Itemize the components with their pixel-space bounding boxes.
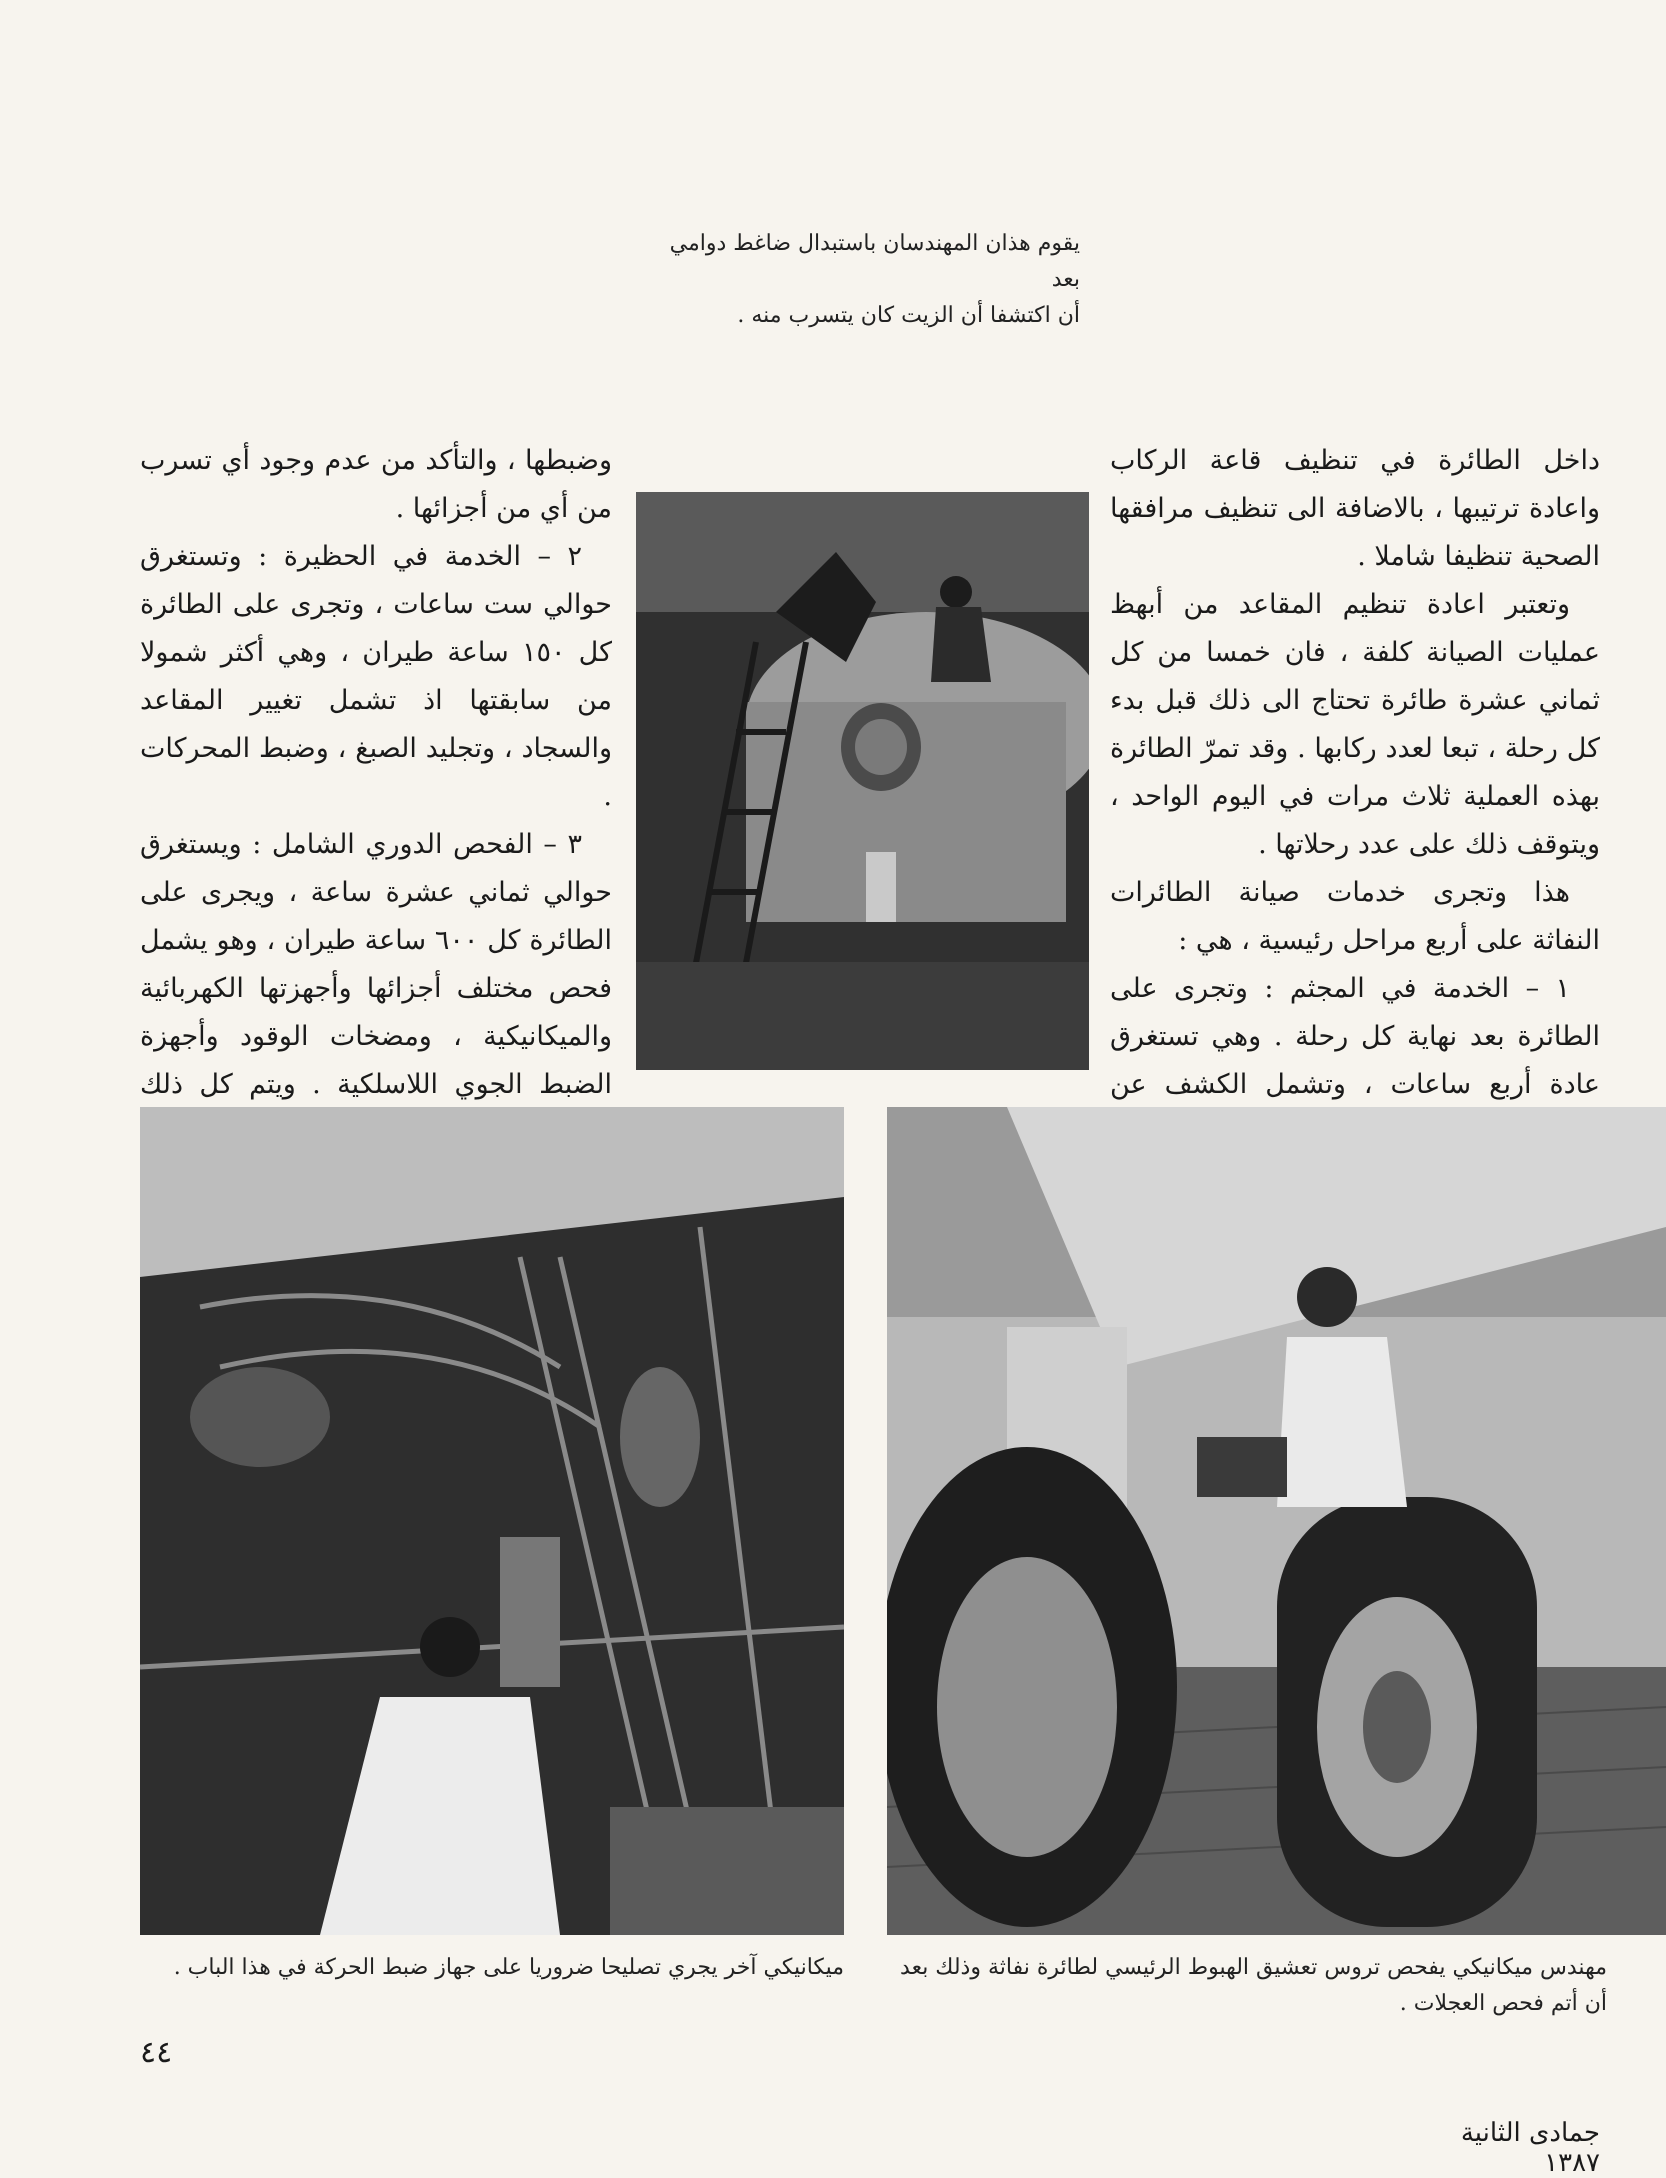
right-text-column [1110, 437, 1600, 1205]
door-repair-illustration [140, 1107, 844, 1935]
right-paragraph-3: هذا وتجرى خدمات صيانة الطائرات النفاثة على أربع مراحل رئيسية ، هي : [1110, 877, 1600, 956]
door-repair-caption-text: ميكانيكي آخر يجري تصليحا ضروريا على جهاز ضبط الحركة في هذا الباب . [173, 1955, 844, 1980]
door-repair-caption [140, 1950, 844, 1986]
page-number: ٤٤ [140, 2035, 173, 2070]
landing-gear-illustration [887, 1107, 1666, 1935]
issue-date: جمادى الثانية ١٣٨٧ [1460, 2118, 1600, 2178]
landing-gear-caption-line-2: أن أتم فحص العجلات . [1399, 1991, 1607, 2016]
landing-gear-photo [887, 1107, 1666, 1935]
top-photo-caption [640, 226, 1080, 334]
left-paragraph-2: ٢ – الخدمة في الحظيرة : وتستغرق حوالي ست ساعات ، وتجرى على الطائرة كل ١٥٠ ساعة طيران ، وهي أكثر شمولا من سابقتها اذ تشمل تغيير المقاعد والسجاد ، وتجليد الصبغ ، وضبط المحركات . [140, 541, 612, 812]
landing-gear-caption-line-1: مهندس ميكانيكي يفحص تروس تعشيق الهبوط الرئيسي لطائرة نفاثة وذلك بعد [900, 1955, 1607, 1980]
right-paragraph-2: وتعتبر اعادة تنظيم المقاعد من أبهظ عمليات الصيانة كلفة ، فان خمسا من كل ثماني عشرة طائرة تحتاج الى ذلك قبل بدء كل رحلة ، تبعا لعدد ركابها . وقد تمرّ الطائرة بهذه العملية ثلاث مرات في اليوم الواحد ، ويتوقف ذلك على عدد رحلاتها . [1110, 589, 1600, 860]
top-caption-line-2: أن اكتشفا أن الزيت كان يتسرب منه . [737, 303, 1080, 328]
landing-gear-caption [887, 1950, 1607, 2022]
left-paragraph-3: ٣ – الفحص الدوري الشامل : ويستغرق حوالي ثماني عشرة ساعة ، ويجرى على الطائرة كل ٦٠٠ ساعة طيران ، وهو يشمل فحص مختلف أجزائها وأجهزتها الكهربائية والميكانيكية ، ومضخات الوقود وأجهزة الضبط الجوي اللاسلكية . ويتم كل ذلك [140, 829, 612, 1100]
engineers-compressor-illustration [636, 492, 1089, 1070]
top-caption-line-1: يقوم هذان المهندسان باستبدال ضاغط دوامي بعد [669, 231, 1080, 292]
left-paragraph-1: وضبطها ، والتأكد من عدم وجود أي تسرب من أي من أجزائها . [140, 445, 612, 524]
right-paragraph-1: داخل الطائرة في تنظيف قاعة الركاب واعادة ترتيبها ، بالاضافة الى تنظيف مرافقها الصحية تنظيفا شاملا . [1110, 445, 1600, 572]
engineers-compressor-photo [636, 492, 1089, 1070]
right-paragraph-4: ١ – الخدمة في المجثم : وتجرى على الطائرة بعد نهاية كل رحلة . وهي تستغرق عادة أربع ساعات ، وتشمل الكشف عن [1110, 973, 1600, 1100]
door-repair-photo [140, 1107, 844, 1935]
